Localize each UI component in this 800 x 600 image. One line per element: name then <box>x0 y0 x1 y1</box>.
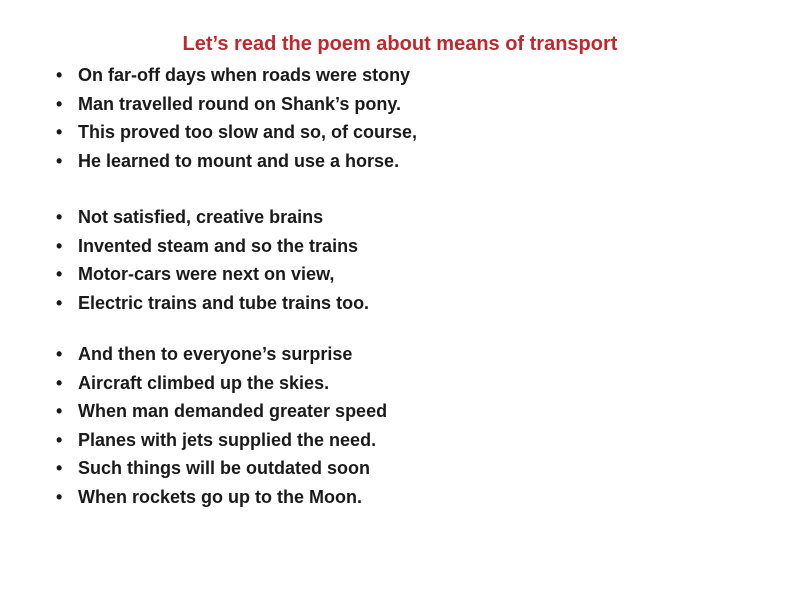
poem-line-text: On far-off days when roads were stony <box>78 65 411 85</box>
bullet-dot-icon: • <box>56 486 63 507</box>
poem-line <box>56 147 417 176</box>
bullet-dot-icon: • <box>56 150 63 171</box>
poem-line-text: Motor-cars were next on view, <box>78 264 335 284</box>
bullet-dot-icon: • <box>56 264 63 284</box>
poem-line-text: Planes with jets supplied the need. <box>78 429 377 450</box>
poem-line <box>56 369 387 398</box>
bullet-dot-icon: • <box>56 344 63 364</box>
bullet-dot-icon: • <box>56 292 63 313</box>
poem-line-text: And then to everyone’s surprise <box>78 344 353 364</box>
bullet-dot-icon: • <box>56 401 63 421</box>
poem-line-text: Electric trains and tube trains too. <box>78 292 370 313</box>
poem-line <box>56 340 387 369</box>
poem-line <box>56 61 417 90</box>
stanza-1 <box>56 61 417 175</box>
bullet-dot-icon: • <box>56 93 63 114</box>
poem-line <box>56 203 369 232</box>
poem-line <box>56 289 369 318</box>
bullet-dot-icon: • <box>56 65 63 85</box>
poem-line-text: He learned to mount and use a horse. <box>78 150 400 171</box>
poem-line-text: Such things will be outdated soon <box>78 458 370 478</box>
stanza-3 <box>56 340 387 511</box>
bullet-dot-icon: • <box>56 122 63 142</box>
poem-line <box>56 260 369 289</box>
poem-line-text: Man travelled round on Shank’s pony. <box>78 93 402 114</box>
poem-line <box>56 397 387 426</box>
bullet-dot-icon: • <box>56 372 63 393</box>
poem-line <box>56 118 417 147</box>
poem-line <box>56 483 387 512</box>
poem-line-text: Not satisfied, creative brains <box>78 207 324 227</box>
poem-line <box>56 426 387 455</box>
stanza-2 <box>56 203 369 317</box>
bullet-dot-icon: • <box>56 207 63 227</box>
bullet-dot-icon: • <box>56 429 63 450</box>
poem-line-text: This proved too slow and so, of course, <box>78 122 418 142</box>
poem-line <box>56 232 369 261</box>
poem-line-text: Invented steam and so the trains <box>78 235 359 256</box>
bullet-dot-icon: • <box>56 458 63 478</box>
poem-line-text: When man demanded greater speed <box>78 401 388 421</box>
poem-title: Let’s read the poem about means of transport <box>182 33 618 55</box>
poem-line-text: When rockets go up to the Moon. <box>78 486 362 507</box>
poem-line <box>56 90 417 119</box>
poem-line-text: Aircraft climbed up the skies. <box>78 372 330 393</box>
bullet-dot-icon: • <box>56 235 63 256</box>
poem-line <box>56 454 387 483</box>
